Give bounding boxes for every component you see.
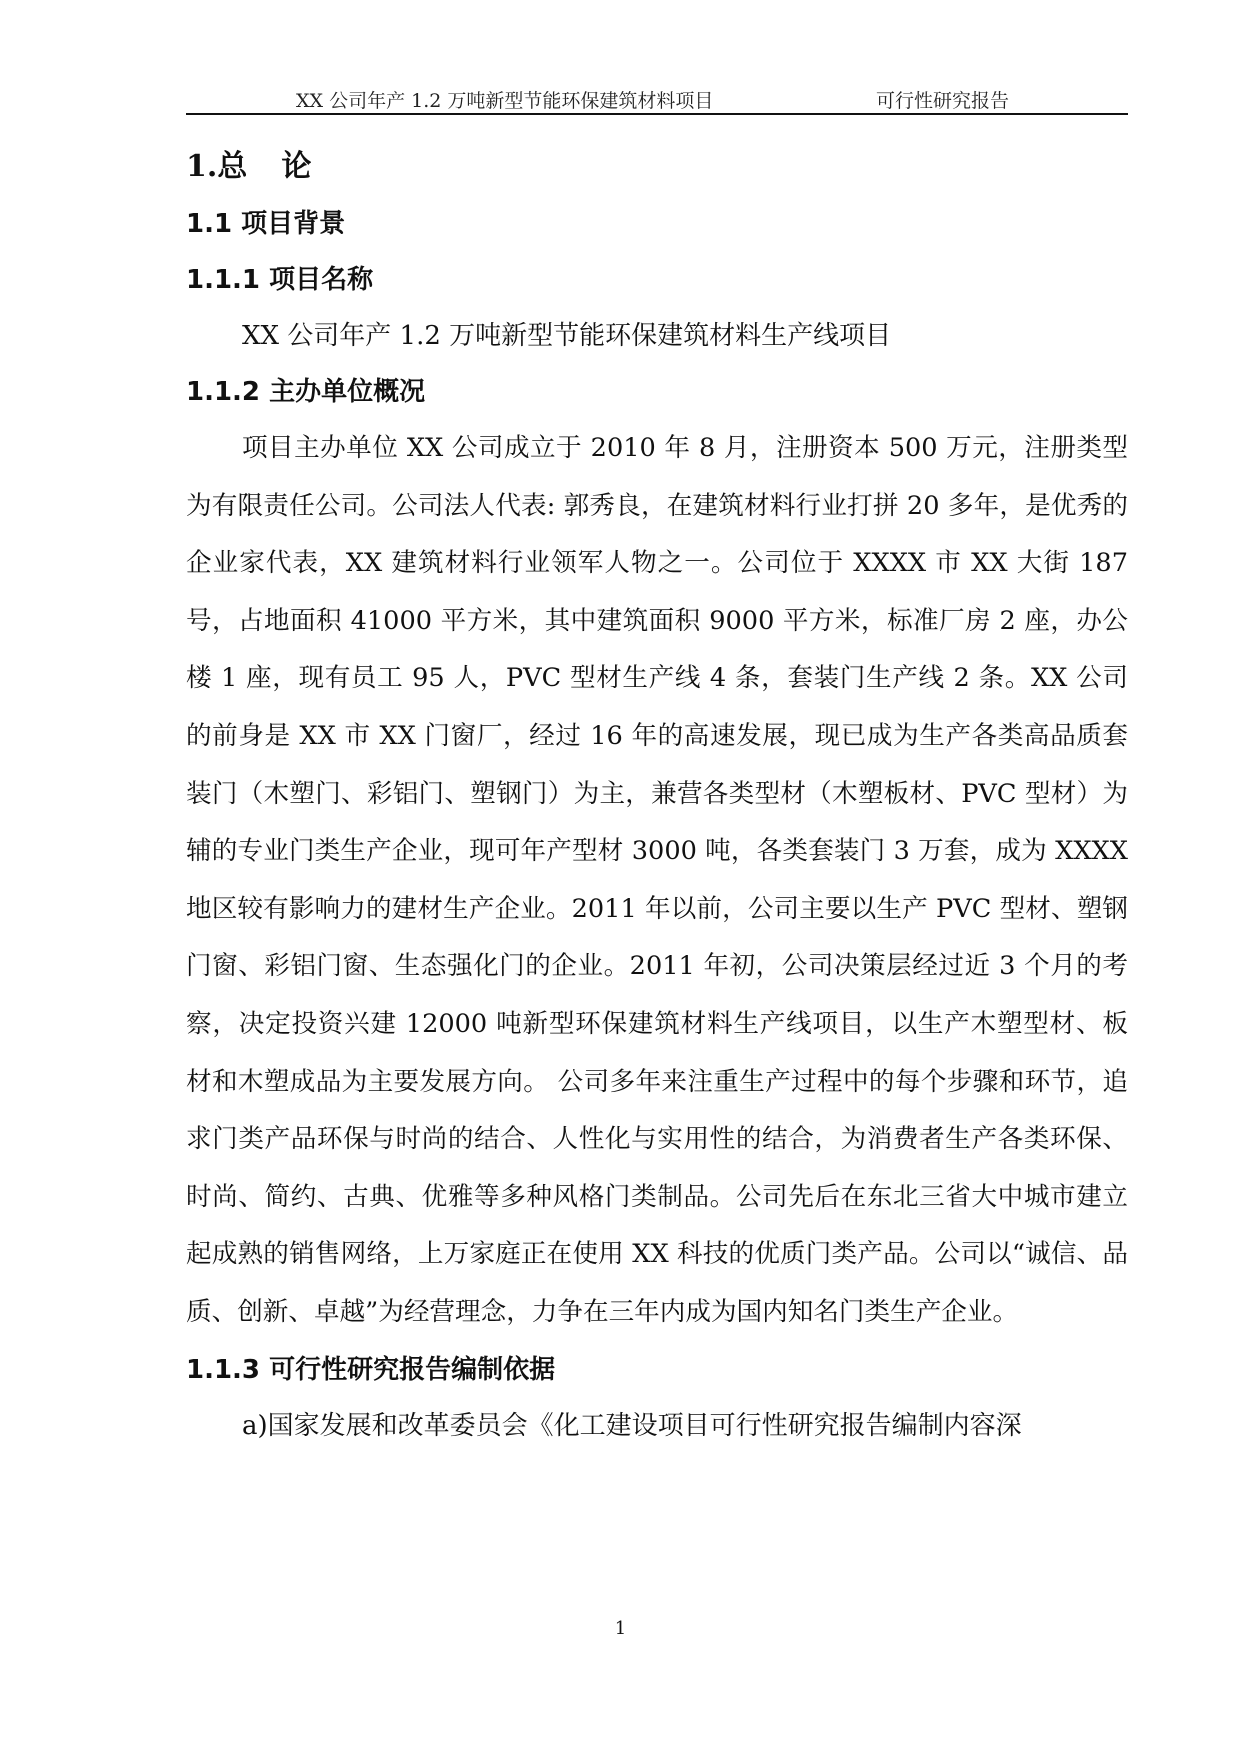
- page-number: 1: [614, 1618, 627, 1639]
- document-body: [186, 138, 1128, 1454]
- chapter-title-part1: 总: [217, 149, 248, 184]
- basis-item-a: a)国家发展和改革委员会《化工建设项目可行性研究报告编制内容深: [242, 1410, 1022, 1441]
- chapter-heading: [186, 138, 1128, 196]
- project-name-paragraph: XX 公司年产 1.2 万吨新型节能环保建筑材料生产线项目: [242, 321, 892, 351]
- section-heading-1-1-2: 1.1.2 主办单位概况: [186, 377, 426, 407]
- section-heading-1-1-1: 1.1.1 项目名称: [186, 265, 374, 295]
- header-divider: [186, 113, 1128, 115]
- chapter-title-part2: 论: [281, 149, 312, 184]
- section-heading-1-1-3: 1.1.3 可行性研究报告编制依据: [186, 1354, 556, 1385]
- page-header: [186, 82, 1128, 112]
- sponsor-overview-paragraph: 项目主办单位 XX 公司成立于 2010 年 8 月，注册资本 500 万元，注册类型为有限责任公司。公司法人代表: 郭秀良，在建筑材料行业打拼 20 多年，是优秀的企业家代表，XX 建筑材料行业领军人物之一。公司位于 XXXX 市 XX 大街 187 号，占地面积 41000 平方米，其中建筑面积 9000 平方米，标准厂房 2 座，办公楼 1 座，现有员工 95 人，PVC 型材生产线 4 条，套装门生产线 2 条。XX 公司的前身是 XX 市 XX 门窗厂，经过 16 年的高速发展，现已成为生产各类高品质套装门（木塑门、彩铝门、塑钢门）为主，兼营各类型材（木塑板材、PVC 型材）为辅的专业门类生产企业，现可年产型材 3000 吨，各类套装门 3 万套，成为 XXXX 地区较有影响力的建材生产企业。2011 年以前，公司主要以生产 PVC 型材、塑钢门窗、彩铝门窗、生态强化门的企业。2011 年初，公司决策层经过近 3 个月的考察，决定投资兴建 12000 吨新型环保建筑材料生产线项目，以生产木塑型材、板材和木塑成品为主要发展方向。 公司多年来注重生产过程中的每个步骤和环节，追求门类产品环保与时尚的结合、人性化与实用性的结合，为消费者生产各类环保、时尚、简约、古典、优雅等多种风格门类制品。公司先后在东北三省大中城市建立起成熟的销售网络，上万家庭正在使用 XX 科技的优质门类产品。公司以“诚信、品质、创新、卓越”为经营理念，力争在三年内成为国内知名门类生产企业。: [186, 433, 1129, 1327]
- header-report-type: 可行性研究报告: [876, 90, 1010, 112]
- section-heading-1-1: 1.1 项目背景: [186, 209, 346, 239]
- chapter-number: 1.: [186, 149, 218, 184]
- header-project-title: XX 公司年产 1.2 万吨新型节能环保建筑材料项目: [296, 90, 714, 112]
